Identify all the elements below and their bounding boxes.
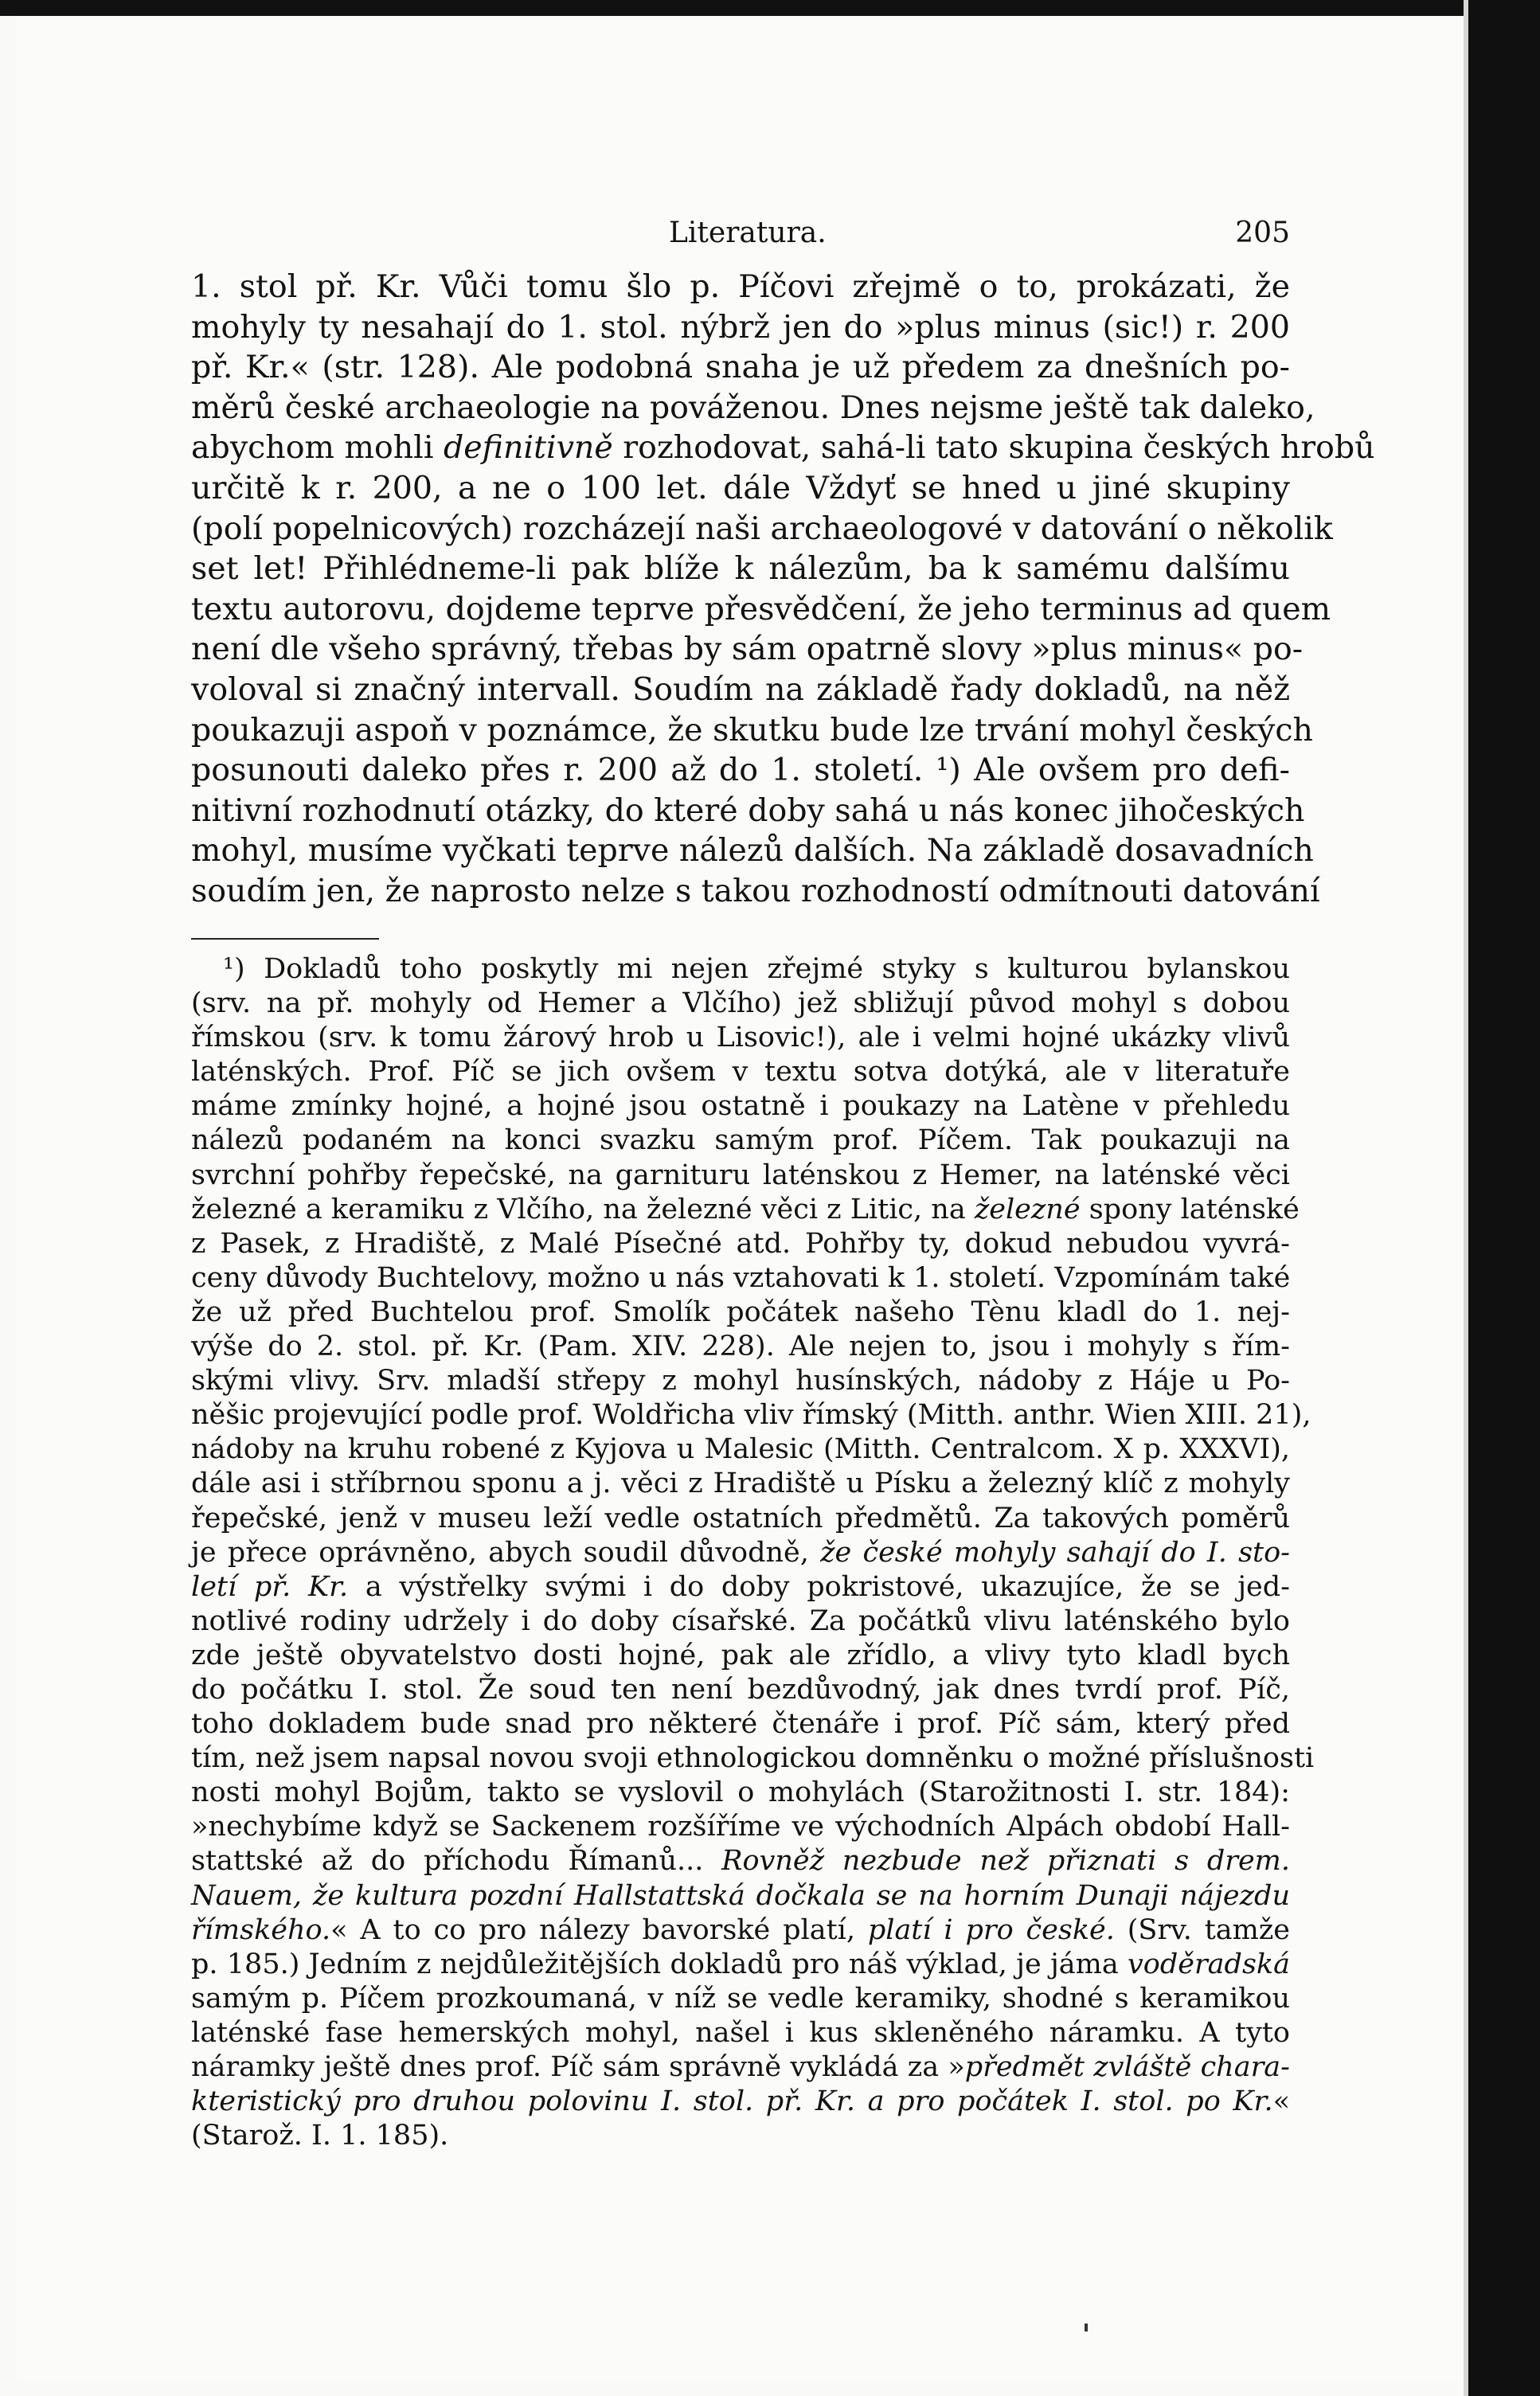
text-line (191, 307, 1290, 348)
italic-text: letí př. Kr. (191, 1570, 349, 1603)
text-run: laténské fase hemerských mohyl, našel i kus skleněného náramku. A tyto (191, 2016, 1290, 2049)
text-line (191, 871, 1320, 912)
text-run: set let! Přihlédneme-li pak blíže k nálezům, ba k samému dalšímu (191, 550, 1290, 588)
text-line (191, 347, 1290, 388)
footnote-line (191, 1055, 1290, 1089)
italic-text: kteristický pro druhou polovinu I. stol. př. Kr. a pro počátek I. stol. po Kr. (191, 2085, 1273, 2118)
text-run: (Srv. tamže (1114, 1913, 1290, 1946)
text-run: samým p. Píčem prozkoumaná, v níž se vedle keramiky, shodné s keramikou (191, 1982, 1290, 2015)
running-header (191, 217, 1290, 256)
text-run: voloval si značný intervall. Soudím na základě řady dokladů, na něž (191, 670, 1290, 708)
page-number: 205 (1235, 217, 1290, 249)
text-run: p. 185.) Jedním z nejdůležitějších dokladů pro náš výklad, je jáma (191, 1948, 1128, 1980)
footnote-line (191, 1398, 1311, 1433)
text-run: « A to co pro nálezy bavorské platí, (330, 1913, 868, 1946)
text-run: mohyly ty nesahají do 1. stol. nýbrž jen do »plus minus (sic!) r. 200 (191, 308, 1290, 346)
italic-text: Rovněž nezbude než přiznati s drem. (721, 1845, 1290, 1878)
text-line (191, 629, 1304, 670)
footnote-line (191, 1124, 1290, 1158)
text-run: železné a keramiku z Vlčího, na železné věci z Litic, na (191, 1193, 975, 1225)
footnote-line (191, 1741, 1315, 1776)
text-run: nitivní rozhodnutí otázky, do které doby sahá u nás konec jihočeských (191, 792, 1305, 829)
footnote-line (191, 1089, 1290, 1124)
text-run: římskou (srv. k tomu žárový hrob u Lisovic!), ale i velmi hojné ukázky vlivů (191, 1022, 1290, 1054)
footnote-line (191, 2016, 1290, 2050)
footnote-line (191, 1776, 1290, 1810)
text-run: »nechybíme když se Sackenem rozšíříme ve východních Alpách období Hall- (191, 1811, 1290, 1843)
scan-speck (1085, 2324, 1088, 2332)
text-run: mohyl, musíme vyčkati teprve nálezů dalších. Na základě dosavadních (191, 832, 1314, 870)
footnote-separator (191, 938, 379, 940)
text-run: že už před Buchtelou prof. Smolík počátek našeho Tènu kladl do 1. nej- (191, 1296, 1290, 1328)
text-line (191, 428, 1375, 468)
scan-border-top (0, 0, 1540, 16)
footnote-line (191, 2050, 1290, 2085)
italic-text: platí i pro české. (867, 1913, 1115, 1946)
text-run: nosti mohyl Bojům, takto se vyslovil o mohylách (Starožitnosti I. str. 184): (191, 1776, 1290, 1809)
text-run: ¹) Dokladů toho poskytly mi nejen zřejmé styky s kulturou bylanskou (223, 953, 1290, 985)
text-run: řepečské, jenž v museu leží vedle ostatních předmětů. Za takových poměrů (191, 1502, 1290, 1534)
footnote-line (191, 1021, 1290, 1055)
text-run: je přece oprávněno, abych soudil důvodně, (191, 1536, 821, 1569)
text-run: (polí popelnicových) rozcházejí naši archaeologové v datování o několik (191, 510, 1333, 547)
footnote-line (191, 1296, 1290, 1330)
text-line (191, 710, 1313, 751)
italic-text: předmět zvláště chara- (964, 2051, 1290, 2083)
text-run: do počátku I. stol. Že soud ten není bezdůvodný, jak dnes tvrdí prof. Píč, (191, 1673, 1290, 1706)
text-run: skými vlivy. Srv. mladší střepy z mohyl husínských, nádoby z Háje u Po- (191, 1365, 1290, 1397)
footnote-line (191, 1261, 1290, 1296)
footnote-line (191, 1604, 1290, 1639)
footnote-line (191, 1330, 1290, 1364)
footnote-line (191, 2119, 1290, 2153)
text-run: z Pasek, z Hradiště, z Malé Písečné atd. Pohřby ty, dokud nebudou vyvrá- (191, 1227, 1290, 1260)
footnote-line (191, 1364, 1290, 1398)
text-run: zde ještě obyvatelstvo dosti hojné, pak ale zřídlo, a vlivy tyto kladl bych (191, 1639, 1290, 1671)
text-run: rozhodovat, sahá-li tato skupina českých hrobů (612, 429, 1375, 467)
text-run: svrchní pohřby řepečské, na garnituru laténskou z Hemer, na laténské věci (191, 1159, 1290, 1191)
text-run: « (1272, 2085, 1290, 2118)
page-edge-shadow (1464, 0, 1468, 2396)
text-run: (srv. na př. mohyly od Hemer a Vlčího) jež sbližují původ mohyl s dobou (191, 987, 1290, 1020)
footnote-line (191, 2085, 1290, 2119)
text-run: notlivé rodiny udržely i do doby císařské. Za počátků vlivu laténského bylo (191, 1604, 1290, 1637)
text-line (191, 791, 1305, 831)
text-run: máme zmínky hojné, a hojné jsou ostatně i poukazy na Latène v přehledu (191, 1090, 1290, 1123)
text-run: nádoby na kruhu robené z Kyjova u Malesic (Mitth. Centralcom. X p. XXXVI), (191, 1433, 1290, 1466)
text-line (191, 750, 1290, 791)
text-run: dále asi i stříbrnou sponu a j. věci z Hradiště u Písku a železný klíč z mohyly (191, 1468, 1290, 1500)
text-run: náramky ještě dnes prof. Píč sám správně vykládá za » (191, 2051, 965, 2083)
text-line (191, 831, 1314, 871)
footnote-line (191, 1433, 1290, 1467)
text-run: tím, než jsem napsal novou svoji ethnologickou domněnku o možné příslušnosti (191, 1742, 1315, 1775)
italic-text: voděradská (1127, 1948, 1290, 1980)
footnote-line (191, 1913, 1290, 1948)
footnote-line (191, 1502, 1290, 1536)
text-run: toho dokladem bude snad pro některé čtenáře i prof. Píč sám, který před (191, 1708, 1290, 1741)
footnote-line (191, 1467, 1290, 1501)
footnote-line (191, 987, 1290, 1021)
text-run: něšic projevující podle prof. Woldřicha vliv římský (Mitth. anthr. Wien XIII. 21), (191, 1399, 1311, 1432)
footnote-line (191, 1159, 1290, 1193)
main-text-block (191, 267, 1375, 912)
text-line (191, 388, 1315, 428)
footnote-line (191, 1227, 1290, 1261)
text-line (191, 589, 1331, 630)
text-run: 1. stol př. Kr. Vůči tomu šlo p. Píčovi zřejmě o to, prokázati, že (191, 268, 1290, 305)
running-title: Literatura. (669, 217, 827, 249)
italic-text: Nauem, že kultura pozdní Hallstattská dočkala se na horním Dunaji nájezdu (191, 1879, 1290, 1912)
text-run: není dle všeho správný, třebas by sám opatrně slovy »plus minus« po- (191, 631, 1304, 668)
footnote-line (191, 1639, 1290, 1673)
text-line (191, 267, 1290, 307)
text-run: laténských. Prof. Píč se jich ovšem v textu sotva dotýká, ale v literatuře (191, 1056, 1290, 1089)
footnote-line (191, 1982, 1290, 2016)
text-run: spony laténské (1080, 1193, 1300, 1225)
text-line (191, 670, 1290, 710)
italic-text: definitivně (444, 429, 613, 467)
footnote-line (191, 1536, 1290, 1570)
text-run: určitě k r. 200, a ne o 100 let. dále Vždyť se hned u jiné skupiny (191, 469, 1290, 506)
text-run: a výstřelky svými i do doby pokristové, ukazujíce, že se jed- (348, 1570, 1290, 1603)
footnote-line (191, 1707, 1290, 1741)
footnote-line (191, 1193, 1300, 1227)
text-run: nálezů podaném na konci svazku samým prof. Píčem. Tak poukazuji na (191, 1124, 1290, 1157)
text-run: př. Kr.« (str. 128). Ale podobná snaha je už předem za dnešních po- (191, 349, 1290, 386)
italic-text: římského. (191, 1913, 331, 1946)
text-line (191, 509, 1333, 549)
text-run: měrů české archaeologie na pováženou. Dnes nejsme ještě tak daleko, (191, 389, 1315, 426)
text-line (191, 549, 1290, 589)
footnote-line (191, 952, 1290, 987)
footnote-line (191, 1879, 1290, 1913)
footnote-block (191, 952, 1315, 2153)
footnote-line (191, 1570, 1290, 1604)
text-run: soudím jen, že naprosto nelze s takou rozhodností odmítnouti datování (191, 872, 1320, 909)
footnote-line (191, 1844, 1290, 1878)
italic-text: že české mohyly sahají do I. sto- (820, 1536, 1291, 1569)
text-run: abychom mohli (191, 429, 444, 467)
text-run: ceny důvody Buchtelovy, možno u nás vztahovati k 1. století. Vzpomínám také (191, 1261, 1291, 1294)
text-run: posunouti daleko přes r. 200 až do 1. století. ¹) Ale ovšem pro defi- (191, 752, 1290, 789)
footnote-line (191, 1948, 1290, 1982)
text-line (191, 468, 1290, 509)
text-run: (Starož. I. 1. 185). (191, 2120, 449, 2152)
text-run: textu autorovu, dojdeme teprve přesvědčení, že jeho terminus ad quem (191, 590, 1331, 627)
text-run: stattské až do příchodu Římanů... (191, 1845, 722, 1878)
scan-border-right (1468, 0, 1540, 2396)
italic-text: železné (974, 1193, 1081, 1225)
text-run: poukazuji aspoň v poznámce, že skutku bude lze trvání mohyl českých (191, 711, 1313, 749)
footnote-line (191, 1810, 1290, 1844)
text-run: výše do 2. stol. př. Kr. (Pam. XIV. 228). Ale nejen to, jsou i mohyly s řím- (191, 1331, 1290, 1363)
footnote-line (191, 1673, 1290, 1707)
